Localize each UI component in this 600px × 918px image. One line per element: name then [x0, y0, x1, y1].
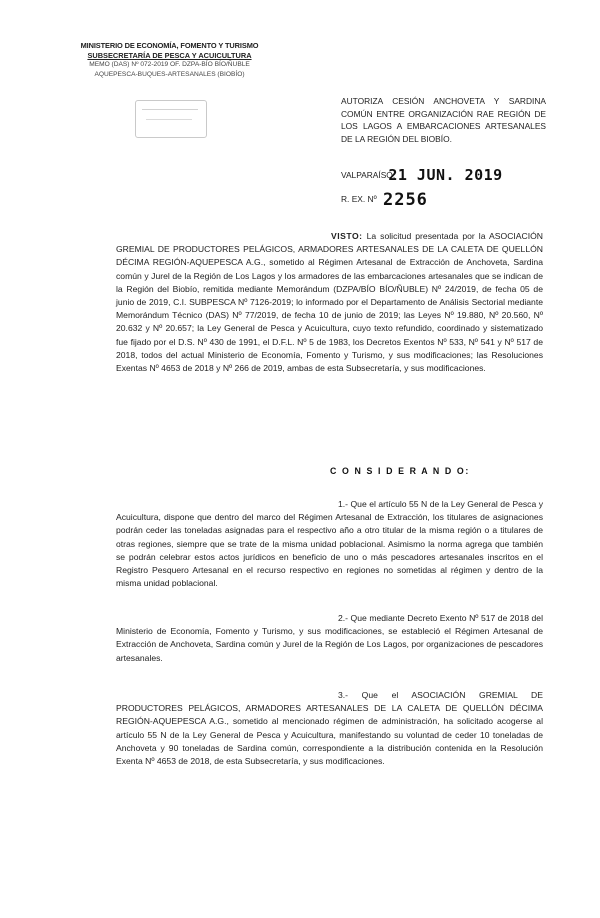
considerando-3 [116, 689, 543, 768]
considerando-1 [116, 498, 543, 590]
visto-label: VISTO: [331, 231, 363, 241]
stamped-date: 21 JUN. 2019 [388, 166, 503, 184]
faded-stamp [135, 100, 207, 138]
memo-reference: MEMO (DAS) Nº 072-2019 OF. DZPA-BÍO BÍO/ÑUBLE [89, 61, 250, 69]
considerando-1-text: 1.- Que el artículo 55 N de la Ley General de Pesca y Acuicultura, dispone que dentro del marco del Régimen Artesanal de Extracción, los titulares de asignaciones podrán ceder las toneladas asignadas para el respectivo año a otro titular de la misma región o a titulares de otras regiones, siempre que se trate de la misma unidad poblacional. Asimismo la norma agrega que también se podrán celebrar estos actos jurídicos en beneficio de uno o más pescadores artesanales inscritos en el Registro Pesquero Artesanal en el recurso respectivo en regiones no sometidas al régimen y dentro de la misma unidad poblacional. [116, 499, 543, 589]
resolution-label: R. EX. Nº [341, 194, 377, 204]
resolution-number: 2256 [382, 190, 428, 210]
considerando-2-text: 2.- Que mediante Decreto Exento Nº 517 de 2018 del Ministerio de Economía, Fomento y Turismo, y sus modificaciones, se estableció el Régimen Artesanal de Extracción de Anchoveta, Sardina común y Jurel de la Región de Los Lagos, por organizaciones de pescadores artesanales. [116, 613, 543, 663]
considerando-2 [116, 612, 543, 665]
resolution-subject: AUTORIZA CESIÓN ANCHOVETA Y SARDINA COMÚN ENTRE ORGANIZACIÓN RAE REGIÓN DE LOS LAGOS A EMBARCACIONES ARTESANALES DE LA REGIÓN DEL BIOBÍO. [341, 96, 546, 144]
subsecretaria-name: SUBSECRETARÍA DE PESCA Y ACUICULTURA [87, 50, 252, 60]
considerando-3-text: 3.- Que el ASOCIACIÓN GREMIAL DE PRODUCTORES PELÁGICOS, ARMADORES ARTESANALES DE LA CALETA DE QUELLÓN DÉCIMA REGIÓN-AQUEPESCA A.G., sometido al mencionado régimen de administración, ha solicitado acogerse al artículo 55 N de la Ley General de Pesca y Acuicultura, manifestando su voluntad de ceder 10 toneladas de Anchoveta y 90 toneladas de Sardina común, correspondiente a la distribución contenida en la Resolución Exenta Nº 4653 de 2018, de esta Subsecretaría, y sus modificaciones. [116, 690, 543, 767]
place-name: VALPARAÍSO, [341, 170, 396, 180]
visto-paragraph [116, 230, 543, 375]
resolution-number-line [341, 190, 428, 210]
place-date-line [341, 166, 503, 184]
considerando-heading: C O N S I D E R A N D O: [330, 466, 470, 476]
memo-reference-2: AQUEPESCA-BUQUES-ARTESANALES (BIOBÍO) [94, 70, 245, 78]
ministry-name: MINISTERIO DE ECONOMÍA, FOMENTO Y TURISMO [80, 41, 259, 50]
letterhead [62, 41, 277, 79]
visto-text: La solicitud presentada por la ASOCIACIÓN GREMIAL DE PRODUCTORES PELÁGICOS, ARMADORES ARTESANALES DE LA CALETA DE QUELLÓN DÉCIMA REGIÓN-AQUEPESCA A.G., sometido al Régimen Artesanal de Extracción de Anchoveta, Sardina común y Jurel de la Región de Los Lagos y los armadores de las embarcaciones artesanales que se indican de la Región del Biobío, remitida mediante Memorándum (DZPA/BÍO BÍO/ÑUBLE) Nº 24/2019, de fecha 05 de junio de 2019, C.I. SUBPESCA Nº 7126-2019; lo informado por el Departamento de Análisis Sectorial mediante Memorándum Técnico (DAS) Nº 77/2019, de fecha 10 de junio de 2019; las Leyes Nº 19.880, Nº 20.560, Nº 20.632 y Nº 20.657; la Ley General de Pesca y Acuicultura, cuyo texto refundido, coordinado y sistematizado fue fijado por el D.S. Nº 430 de 1991, el D.F.L. Nº 5 de 1983, los Decretos Exentos Nº 533, Nº 541 y Nº 517 de 2018, todos del actual Ministerio de Economía, Fomento y Turismo, y sus modificaciones; las Resoluciones Exentas Nº 4653 de 2018 y Nº 266 de 2019, ambas de esta Subsecretaría, y sus modificaciones. [116, 231, 544, 374]
